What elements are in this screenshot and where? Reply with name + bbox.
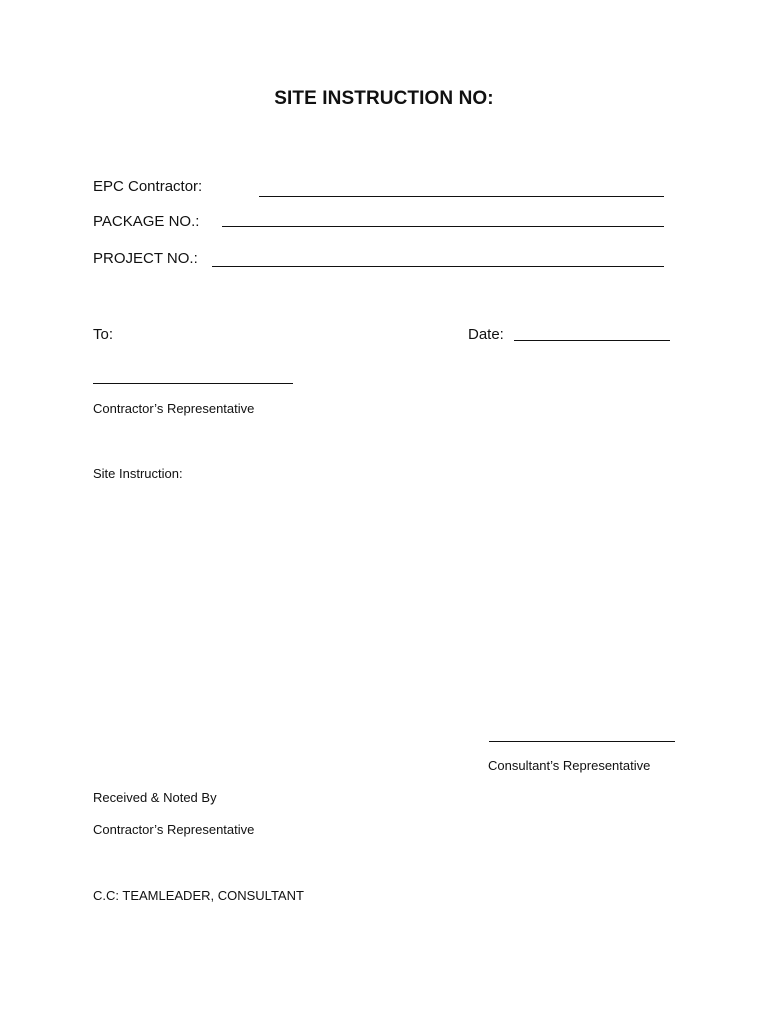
cc-line: C.C: TEAMLEADER, CONSULTANT <box>93 888 304 903</box>
package-no-line <box>222 226 664 227</box>
received-noted-label: Received & Noted By <box>93 790 217 805</box>
epc-contractor-label: EPC Contractor: <box>93 178 203 195</box>
document-title: SITE INSTRUCTION NO: <box>274 88 494 109</box>
epc-contractor-line <box>259 196 664 197</box>
package-no-label: PACKAGE NO.: <box>93 213 200 230</box>
consultant-representative-label: Consultant’s Representative <box>488 758 651 773</box>
project-no-label: PROJECT NO.: <box>93 250 198 267</box>
date-line <box>514 340 670 341</box>
project-no-line <box>212 266 664 267</box>
contractor-signature-line <box>93 383 293 384</box>
date-label: Date: <box>468 326 504 343</box>
site-instruction-label: Site Instruction: <box>93 466 183 481</box>
to-label: To: <box>93 326 114 343</box>
contractor-representative-label: Contractor’s Representative <box>93 401 255 416</box>
contractor-representative-label-2: Contractor’s Representative <box>93 822 255 837</box>
consultant-signature-line <box>489 741 675 742</box>
